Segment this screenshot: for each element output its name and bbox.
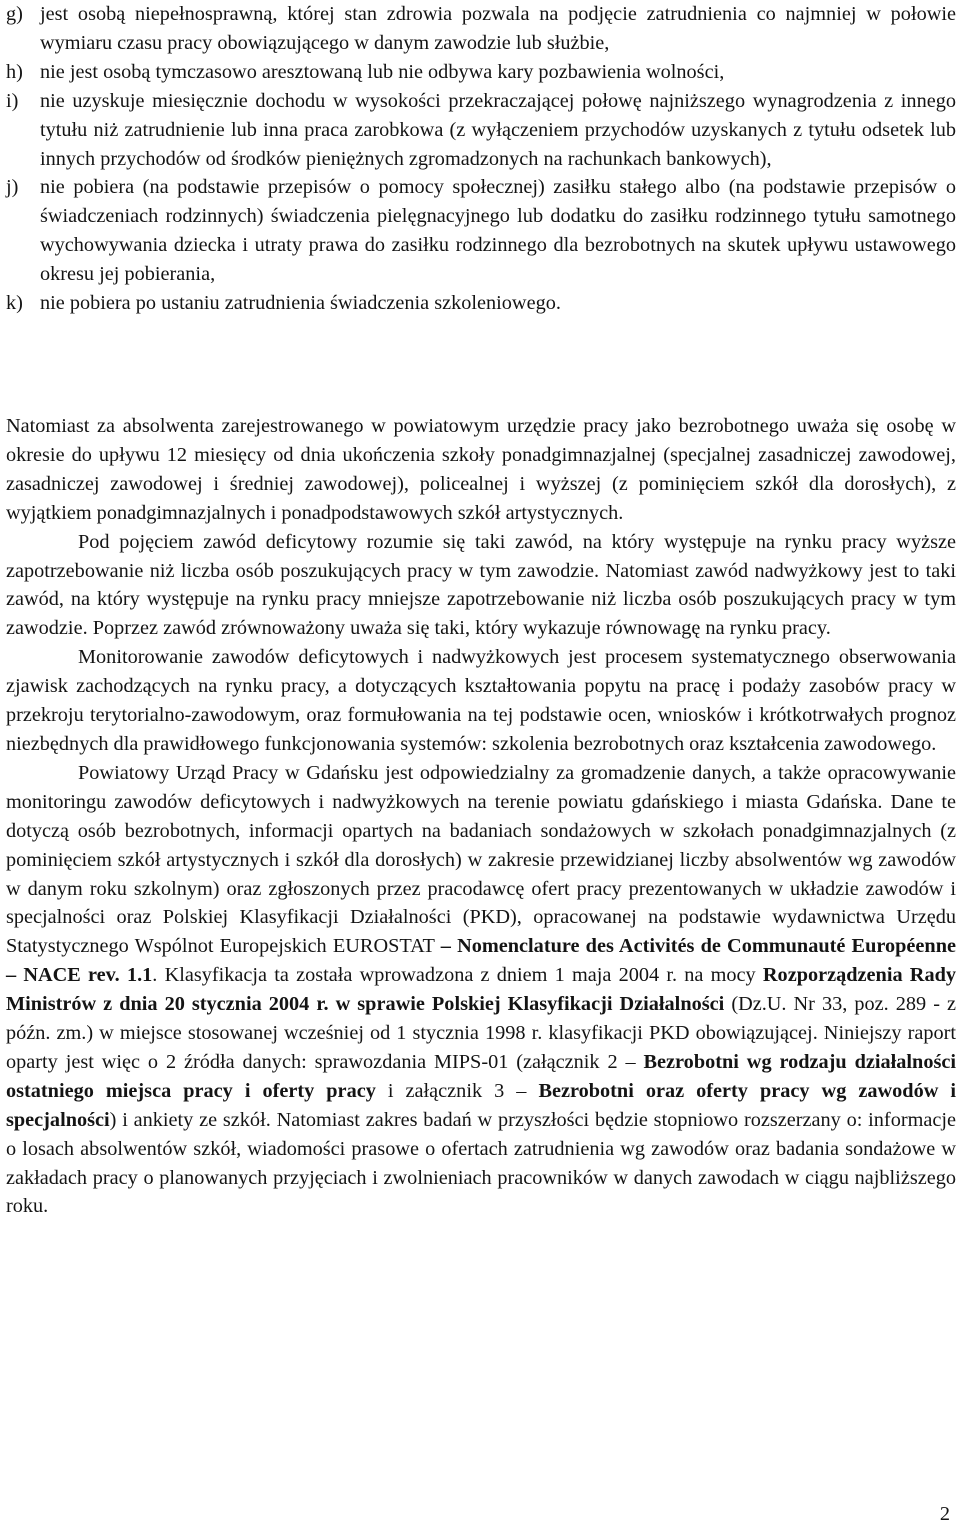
paragraph-graduate-definition: Natomiast za absolwenta zarejestrowanego w powiatowym urzędzie pracy jako bezrobotnego uważa się osobę w okresie do upływu 12 miesięcy od dnia ukończenia szkoły ponadgimnazjalnej (specjalnej zasadniczej zawodowej, zasadniczej zawodowej i średniej zawodowej), policealnej i wyższej (z pominięciem szkół dla dorosłych), z wyjątkiem ponadgimnazjalnych i ponadpodstawowych szkół artystycznych. [6,415,956,524]
bold-run-annex-2: Bezrobotni wg rodzaju działalności ostatniego miejsca pracy i oferty pracy [6,1050,956,1102]
list-item-text: nie uzyskuje miesięcznie dochodu w wysokości przekraczającej połowę najniższego wynagrodzenia z innego tytułu niż zatrudnienie lub inna praca zarobkowa (z wyłączeniem przychodów uzyskanych z tytułu odsetek lub innych przychodów od środków pieniężnych zgromadzonych na rachunkach bankowych), [40,89,956,170]
list-marker: j) [6,176,19,199]
bold-run-regulation: Rozporządzenia Rady Ministrów z dnia 20 stycznia 2004 r. w sprawie Polskiej Klasyfikacji Działalności [6,964,957,1016]
paragraph-deficit-occupation: Pod pojęciem zawód deficytowy rozumie się taki zawód, na który występuje na rynku pracy wyższe zapotrzebowanie niż liczba osób poszukujących pracy w tym zawodzie. Natomiast zawód nadwyżkowy jest to taki zawód, na który występuje na rynku pracy mniejsze zapotrzebowanie niż liczba osób poszukujących pracy w tym zawodzie. Poprzez zawód zrównoważony uważa się taki, który wykazuje równowagę na rynku pracy. [6,530,956,640]
paragraph-labour-office [6,759,956,1222]
list-marker: k) [6,292,23,315]
body-text [6,412,956,1221]
list-item-k [6,289,956,318]
text-run: ) i ankiety ze szkół. Natomiast zakres badań w przyszłości będzie stopniowo rozszerzany o: informacje o losach absolwentów szkół, wiadomości prasowe o ofertach zatrudnienia wg zawodów oraz badania sondażowe w zakładach pracy o planowanych przyjęciach i zwolnieniach pracowników w danych zawodach w ciągu najbliższego roku. [6,1108,956,1218]
list-item-text: nie jest osobą tymczasowo aresztowaną lub nie odbywa kary pozbawienia wolności, [40,60,725,83]
list-marker: i) [6,89,19,112]
text-run: . Klasyfikacja ta została wprowadzona z dniem 1 maja 2004 r. na mocy [152,964,763,987]
list-item-i [6,87,956,174]
paragraph-monitoring: Monitorowanie zawodów deficytowych i nadwyżkowych jest procesem systematycznego obserwowania zjawisk zachodzących na rynku pracy, a dotyczących kształtowania popytu na pracę i podaży zasobów pracy w przekroju terytorialno-zawodowym, oraz formułowania na tej podstawie ocen, wniosków i krótkotrwałych prognoz niezbędnych dla prawidłowego funkcjonowania systemów: szkolenia bezrobotnych oraz kształcenia zawodowego. [6,646,956,755]
bold-run-annex-3: Bezrobotni oraz oferty pracy wg zawodów i specjalności [6,1079,957,1131]
list-item-text: nie pobiera (na podstawie przepisów o pomocy społecznej) zasiłku stałego albo (na podstawie przepisów o świadczeniach rodzinnych) świadczenia pielęgnacyjnego lub dodatku do zasiłku rodzinnego tytułu samotnego wychowywania dziecka i utraty prawa do zasiłku rodzinnego dla bezrobotnych na skutek upływu ustawowego okresu jej pobierania, [40,176,956,286]
list-item-text: jest osobą niepełnosprawną, której stan zdrowia pozwala na podjęcie zatrudnienia co najmniej w połowie wymiaru czasu pracy obowiązującego w danym zawodzie lub służbie, [40,3,956,54]
text-run: (Dz.U. Nr 33, poz. 289 - z późn. zm.) w miejsce stosowanej wcześniej od 1 stycznia 1998 r. klasyfikacji PKD obowiązującej. Niniejszy raport oparty jest więc o 2 źródła danych: sprawozdania MIPS-01 (załącznik 2 – [6,993,956,1073]
criteria-list [6,0,956,318]
list-item-text: nie pobiera po ustaniu zatrudnienia świadczenia szkoleniowego. [40,292,561,315]
list-marker: g) [6,3,23,25]
list-item-h [6,58,956,87]
text-run: i załącznik 3 – [375,1079,539,1102]
text-run: Powiatowy Urząd Pracy w Gdańsku jest odpowiedzialny za gromadzenie danych, a także opracowywanie monitoringu zawodów deficytowych i nadwyżkowych na terenie powiatu gdańskiego i miasta Gdańska. Dane te dotyczą osób bezrobotnych, informacji opartych na badaniach sondażowych w szkołach ponadgimnazjalnych (z pominięciem szkół artystycznych i szkół dla dorosłych) w zakresie przewidzianej liczby absolwentów wg zawodów w danym roku szkolnym) oraz zgłoszonych przez pracodawcę ofert pracy prezentowanych w układzie zawodów i specjalności oraz Polskiej Klasyfikacji Działalności (PKD), opracowanej na podstawie wydawnictwa Urzędu Statystycznego Wspólnot Europejskich EUROSTAT [6,761,956,958]
page-number: 2 [939,1503,950,1525]
list-item-g [6,0,956,58]
list-item-j [6,173,956,289]
list-marker: h) [6,60,23,83]
bold-run-nace: – Nomenclature des Activités de Communauté Européenne – NACE rev. 1.1 [6,935,956,987]
